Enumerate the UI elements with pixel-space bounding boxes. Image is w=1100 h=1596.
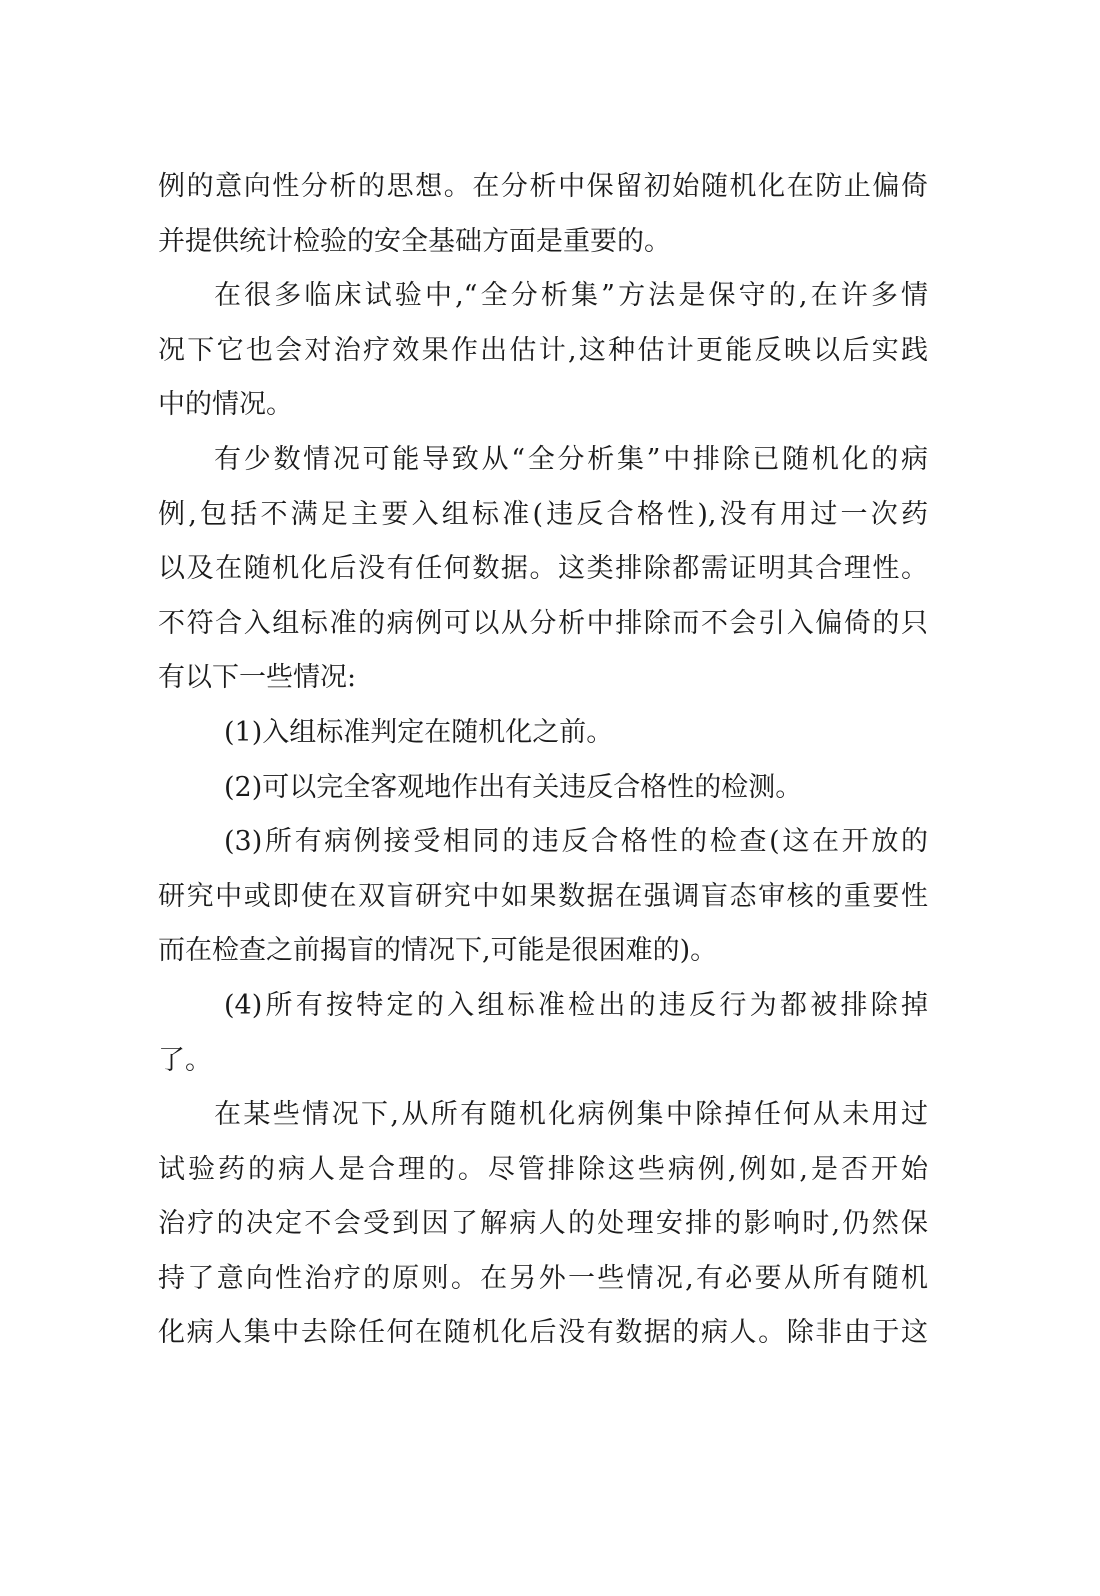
text-line: 有少数情况可能导致从“全分析集”中排除已随机化的病 xyxy=(214,443,928,475)
text-line: 治疗的决定不会受到因了解病人的处理安排的影响时,仍然保 xyxy=(158,1208,928,1240)
text-line: 研究中或即使在双盲研究中如果数据在强调盲态审核的重要性 xyxy=(158,880,928,912)
list-item: (2)可以完全客观地作出有关违反合格性的检测。 xyxy=(224,771,803,803)
list-item: (3)所有病例接受相同的违反合格性的检查(这在开放的 xyxy=(224,826,928,858)
text-line: 试验药的病人是合理的。尽管排除这些病例,例如,是否开始 xyxy=(158,1153,928,1185)
text-line: 况下它也会对治疗效果作出估计,这种估计更能反映以后实践 xyxy=(158,334,928,366)
text-line: 了。 xyxy=(158,1044,212,1076)
text-line: 不符合入组标准的病例可以从分析中排除而不会引入偏倚的只 xyxy=(158,607,928,639)
body-text xyxy=(158,160,928,1361)
text-line: 例,包括不满足主要入组标准(违反合格性),没有用过一次药 xyxy=(158,498,928,530)
text-line: 例的意向性分析的思想。在分析中保留初始随机化在防止偏倚 xyxy=(158,171,928,202)
text-line: 以及在随机化后没有任何数据。这类排除都需证明其合理性。 xyxy=(158,553,928,585)
text-line: 中的情况。 xyxy=(158,389,293,421)
text-line: 化病人集中去除任何在随机化后没有数据的病人。除非由于这 xyxy=(158,1317,928,1349)
text-line: 在某些情况下,从所有随机化病例集中除掉任何从未用过 xyxy=(214,1099,928,1131)
text-line: 而在检查之前揭盲的情况下,可能是很困难的)。 xyxy=(158,935,718,967)
text-line: 并提供统计检验的安全基础方面是重要的。 xyxy=(158,225,671,257)
text-line: 在很多临床试验中,“全分析集”方法是保守的,在许多情 xyxy=(214,280,928,312)
list-item: (1)入组标准判定在随机化之前。 xyxy=(224,716,614,748)
text-line: 有以下一些情况: xyxy=(158,662,357,694)
text-line: 持了意向性治疗的原则。在另外一些情况,有必要从所有随机 xyxy=(158,1262,928,1294)
list-item: (4)所有按特定的入组标准检出的违反行为都被排除掉 xyxy=(224,989,928,1021)
